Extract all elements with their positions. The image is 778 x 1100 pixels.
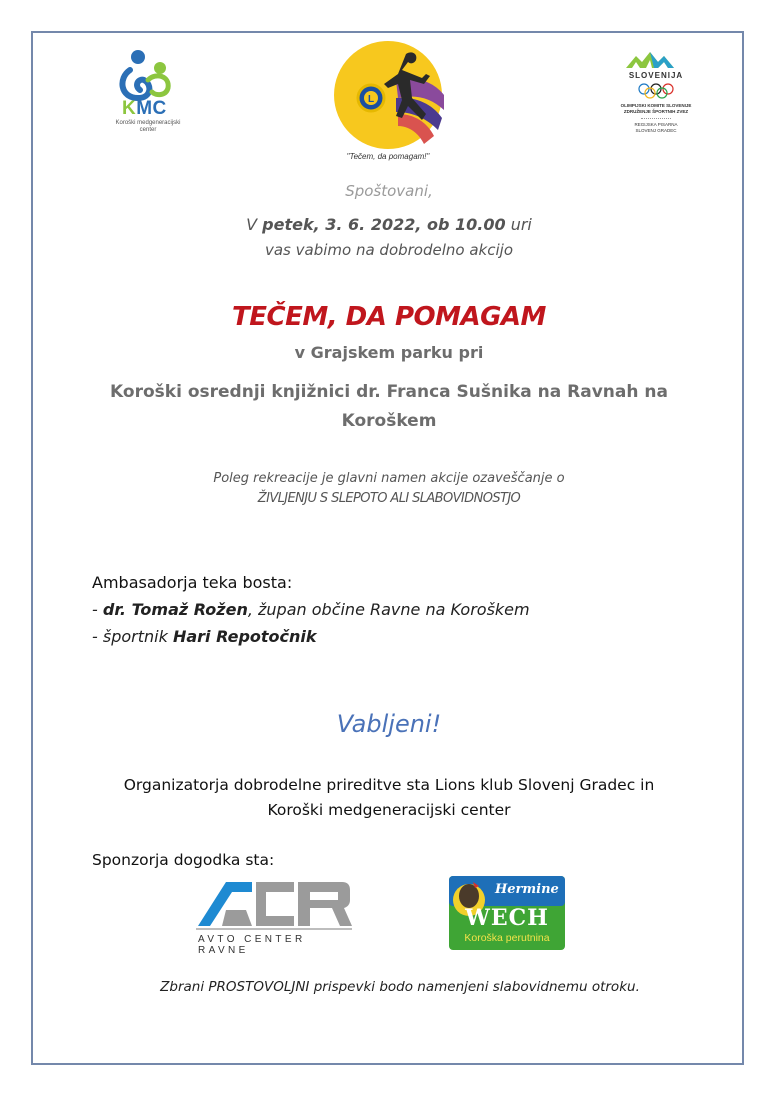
slovenija-title: SLOVENIJA: [628, 71, 684, 80]
acr-logo-mark-icon: [196, 878, 356, 928]
event-date: [0, 215, 778, 234]
place-details: [0, 378, 778, 436]
acr-subtitle: AVTO CENTER RAVNE: [198, 934, 306, 956]
ambassadors-section: [92, 570, 712, 650]
kmc-name-rest: MC: [136, 98, 167, 119]
olympic-line-4: SLOVENJ GRADEC: [635, 128, 677, 133]
place-line-1: v Grajskem parku pri: [294, 343, 484, 362]
place-line-3: Koroškem: [341, 411, 437, 431]
footer-note: Zbrani PROSTOVOLJNI prispevki bodo namenjeni slabovidnemu otroku.: [160, 979, 640, 995]
kmc-wordmark: [122, 98, 167, 120]
triglav-mountain-icon: [606, 50, 706, 72]
runner-emblem-icon: [326, 40, 466, 152]
acr-logo: [196, 878, 356, 956]
ambassador-prefix: - športnik: [92, 627, 173, 646]
organizers-line-1: Organizatorja dobrodelne prireditve sta Lions klub Slovenj Gradec in: [123, 776, 655, 794]
date-suffix: uri: [505, 215, 532, 234]
ambassadors-title: Ambasadorja teka bosta:: [92, 573, 293, 592]
kmc-subtitle-2: center: [139, 127, 157, 133]
ambassador-prefix: -: [92, 600, 103, 619]
purpose-line-1: Poleg rekreacije je glavni namen akcije ozaveščanje o: [213, 471, 565, 486]
acr-underline: [196, 928, 352, 930]
kmc-subtitle-1: Koroški medgeneracijski: [115, 120, 181, 126]
purpose: [0, 469, 778, 509]
wech-logo: [449, 876, 565, 950]
lions-caption: "Tečem, da pomagam!": [346, 152, 430, 161]
vabljeni-heading: Vabljeni!: [336, 710, 442, 738]
kmc-name: K: [122, 98, 137, 119]
olympic-committee-logo: [606, 50, 706, 145]
kmc-people-icon: [108, 48, 188, 102]
date-value: petek, 3. 6. 2022, ob 10.00: [262, 215, 506, 234]
wech-script: Hermine: [495, 882, 559, 897]
sponsors-label: Sponzorja dogodka sta:: [92, 851, 275, 869]
organizers: [0, 773, 778, 823]
kmc-logo: [108, 48, 188, 138]
place-line-2: Koroški osrednji knjižnici dr. Franca Sušnika na Ravnah na: [110, 382, 668, 402]
ambassador-item: [92, 624, 712, 650]
olympic-divider: [641, 118, 671, 119]
ambassador-name: dr. Tomaž Rožen: [102, 600, 248, 619]
wech-name: WECH: [465, 905, 549, 931]
wech-tagline: Koroška perutnina: [464, 932, 550, 944]
ambassador-role: , župan občine Ravne na Koroškem: [247, 600, 530, 619]
date-prefix: V: [246, 215, 263, 234]
olympic-line-1: OLIMPIJSKI KOMITE SLOVENIJE: [620, 103, 692, 108]
olympic-rings-icon: [606, 83, 706, 99]
greeting: Spoštovani,: [345, 182, 433, 200]
organizers-line-2: Koroški medgeneracijski center: [267, 801, 511, 819]
olympic-line-3: REGIJSKA PISARNA: [634, 122, 678, 127]
purpose-line-2: ŽIVLJENJU S SLEPOTO ALI SLABOVIDNOSTJO: [257, 491, 521, 506]
invite-line: vas vabimo na dobrodelno akcijo: [264, 241, 513, 259]
ambassador-item: [92, 596, 712, 624]
olympic-line-2: ZDRUŽENJE ŠPORTNIH ZVEZ: [623, 109, 689, 114]
ambassador-name: Hari Repotočnik: [172, 627, 317, 646]
lions-emblem-letter: L: [367, 94, 375, 105]
event-headline: TEČEM, DA POMAGAM: [232, 302, 546, 332]
lions-event-logo: [326, 40, 466, 166]
